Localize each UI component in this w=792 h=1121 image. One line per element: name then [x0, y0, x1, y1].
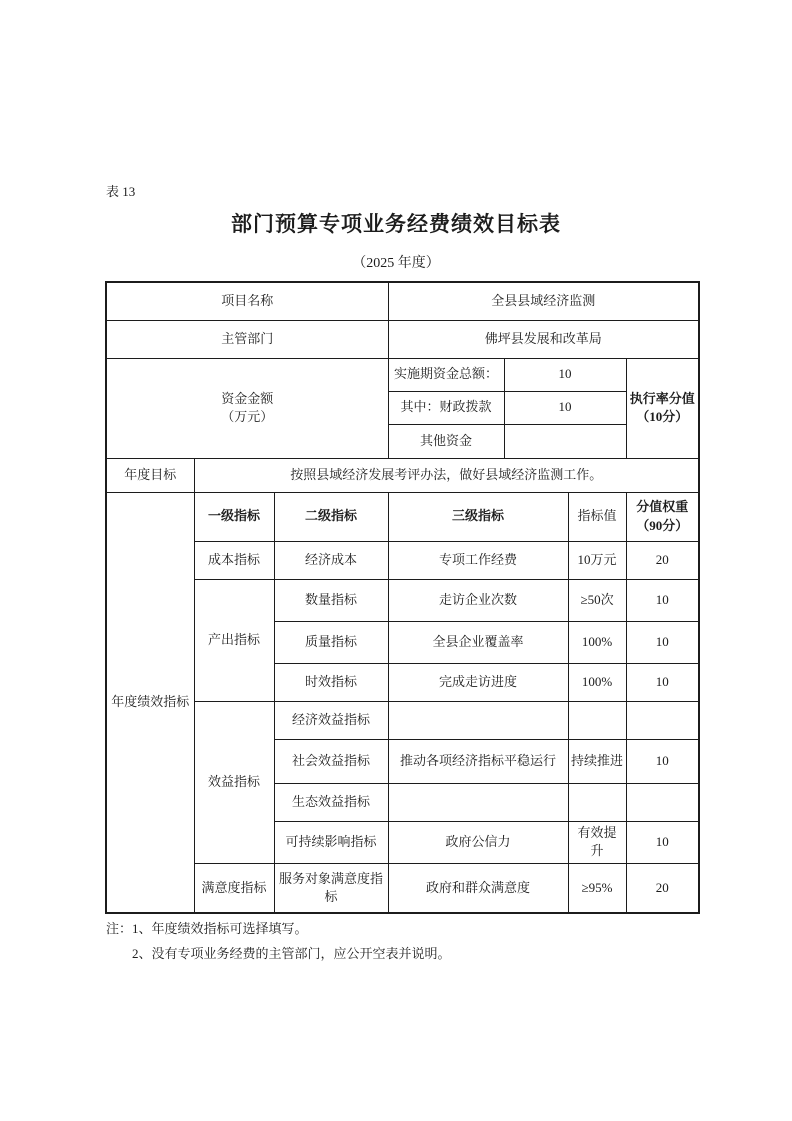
fund-amount-label: [106, 358, 388, 458]
department-label: 主管部门: [106, 320, 388, 358]
indicator-weight: 10: [626, 621, 699, 663]
indicator-level3: [388, 701, 568, 739]
indicator-weight: 20: [626, 541, 699, 579]
row-indicator-header: [106, 492, 699, 541]
indicator-level3: 专项工作经费: [388, 541, 568, 579]
header-level1: 一级指标: [194, 492, 274, 541]
project-name-value: 全县县域经济监测: [388, 282, 699, 320]
indicator-level2: 数量指标: [274, 579, 388, 621]
fund-amount-label-line2: （万元）: [221, 409, 274, 424]
indicator-row-quantity: [106, 579, 699, 621]
indicator-level2: 时效指标: [274, 663, 388, 701]
fund-amount-label-line1: 资金金额: [221, 390, 274, 406]
annual-goal-text: 按照县域经济发展考评办法，做好县域经济监测工作。: [194, 458, 699, 492]
indicator-level2: 生态效益指标: [274, 783, 388, 821]
execution-rate-label: 执行率分值（10分）: [626, 358, 699, 458]
indicator-level1: 满意度指标: [194, 863, 274, 913]
indicator-value: ≥50次: [568, 579, 626, 621]
footnotes: [106, 916, 451, 966]
indicator-weight: [626, 701, 699, 739]
indicator-level2: 服务对象满意度指标: [274, 863, 388, 913]
indicator-value: 10万元: [568, 541, 626, 579]
indicator-level1: 成本指标: [194, 541, 274, 579]
indicator-level3: 政府公信力: [388, 821, 568, 863]
indicator-level3: 全县企业覆盖率: [388, 621, 568, 663]
indicator-level2: 质量指标: [274, 621, 388, 663]
indicator-weight: 10: [626, 739, 699, 783]
project-name-label: 项目名称: [106, 282, 388, 320]
indicator-level3: [388, 783, 568, 821]
footnote-2: 2、没有专项业务经费的主管部门，应公开空表并说明。: [132, 946, 451, 961]
header-value: 指标值: [568, 492, 626, 541]
indicator-weight: 20: [626, 863, 699, 913]
row-annual-goal: [106, 458, 699, 492]
indicator-level1: 效益指标: [194, 701, 274, 863]
indicator-row-cost: [106, 541, 699, 579]
indicator-value: [568, 701, 626, 739]
indicator-value: 100%: [568, 663, 626, 701]
header-level2: 二级指标: [274, 492, 388, 541]
fund-fiscal-value: 10: [504, 391, 626, 424]
table-number-label: 表 13: [106, 184, 136, 199]
indicator-weight: 10: [626, 821, 699, 863]
indicator-level2: 经济效益指标: [274, 701, 388, 739]
row-department: [106, 320, 699, 358]
indicator-weight: 10: [626, 663, 699, 701]
page-subtitle: （2025 年度）: [352, 256, 440, 271]
fund-other-label: 其他资金: [388, 424, 504, 458]
row-fund-total: [106, 358, 699, 391]
indicator-level2: 可持续影响指标: [274, 821, 388, 863]
indicator-level2: 社会效益指标: [274, 739, 388, 783]
footnote-1: 注：1、年度绩效指标可选择填写。: [106, 921, 308, 936]
page-title: 部门预算专项业务经费绩效目标表: [231, 212, 561, 236]
indicator-value: [568, 783, 626, 821]
indicator-level3: 推动各项经济指标平稳运行: [388, 739, 568, 783]
fund-total-label: 实施期资金总额：: [388, 358, 504, 391]
indicator-section-label: 年度绩效指标: [106, 492, 194, 913]
indicator-level1: 产出指标: [194, 579, 274, 701]
indicator-value: 100%: [568, 621, 626, 663]
department-value: 佛坪县发展和改革局: [388, 320, 699, 358]
indicator-row-satisfaction: [106, 863, 699, 913]
performance-target-table: [105, 281, 700, 914]
fund-other-value: [504, 424, 626, 458]
indicator-value: ≥95%: [568, 863, 626, 913]
row-project-name: [106, 282, 699, 320]
annual-goal-label: 年度目标: [106, 458, 194, 492]
indicator-value: 持续推进: [568, 739, 626, 783]
indicator-row-economic-benefit: [106, 701, 699, 739]
indicator-weight: 10: [626, 579, 699, 621]
indicator-level3: 政府和群众满意度: [388, 863, 568, 913]
fund-fiscal-label: 其中：财政拨款: [388, 391, 504, 424]
indicator-level2: 经济成本: [274, 541, 388, 579]
indicator-weight: [626, 783, 699, 821]
header-level3: 三级指标: [388, 492, 568, 541]
fund-total-value: 10: [504, 358, 626, 391]
indicator-value: 有效提升: [568, 821, 626, 863]
indicator-level3: 完成走访进度: [388, 663, 568, 701]
header-weight: 分值权重（90分）: [626, 492, 699, 541]
indicator-level3: 走访企业次数: [388, 579, 568, 621]
